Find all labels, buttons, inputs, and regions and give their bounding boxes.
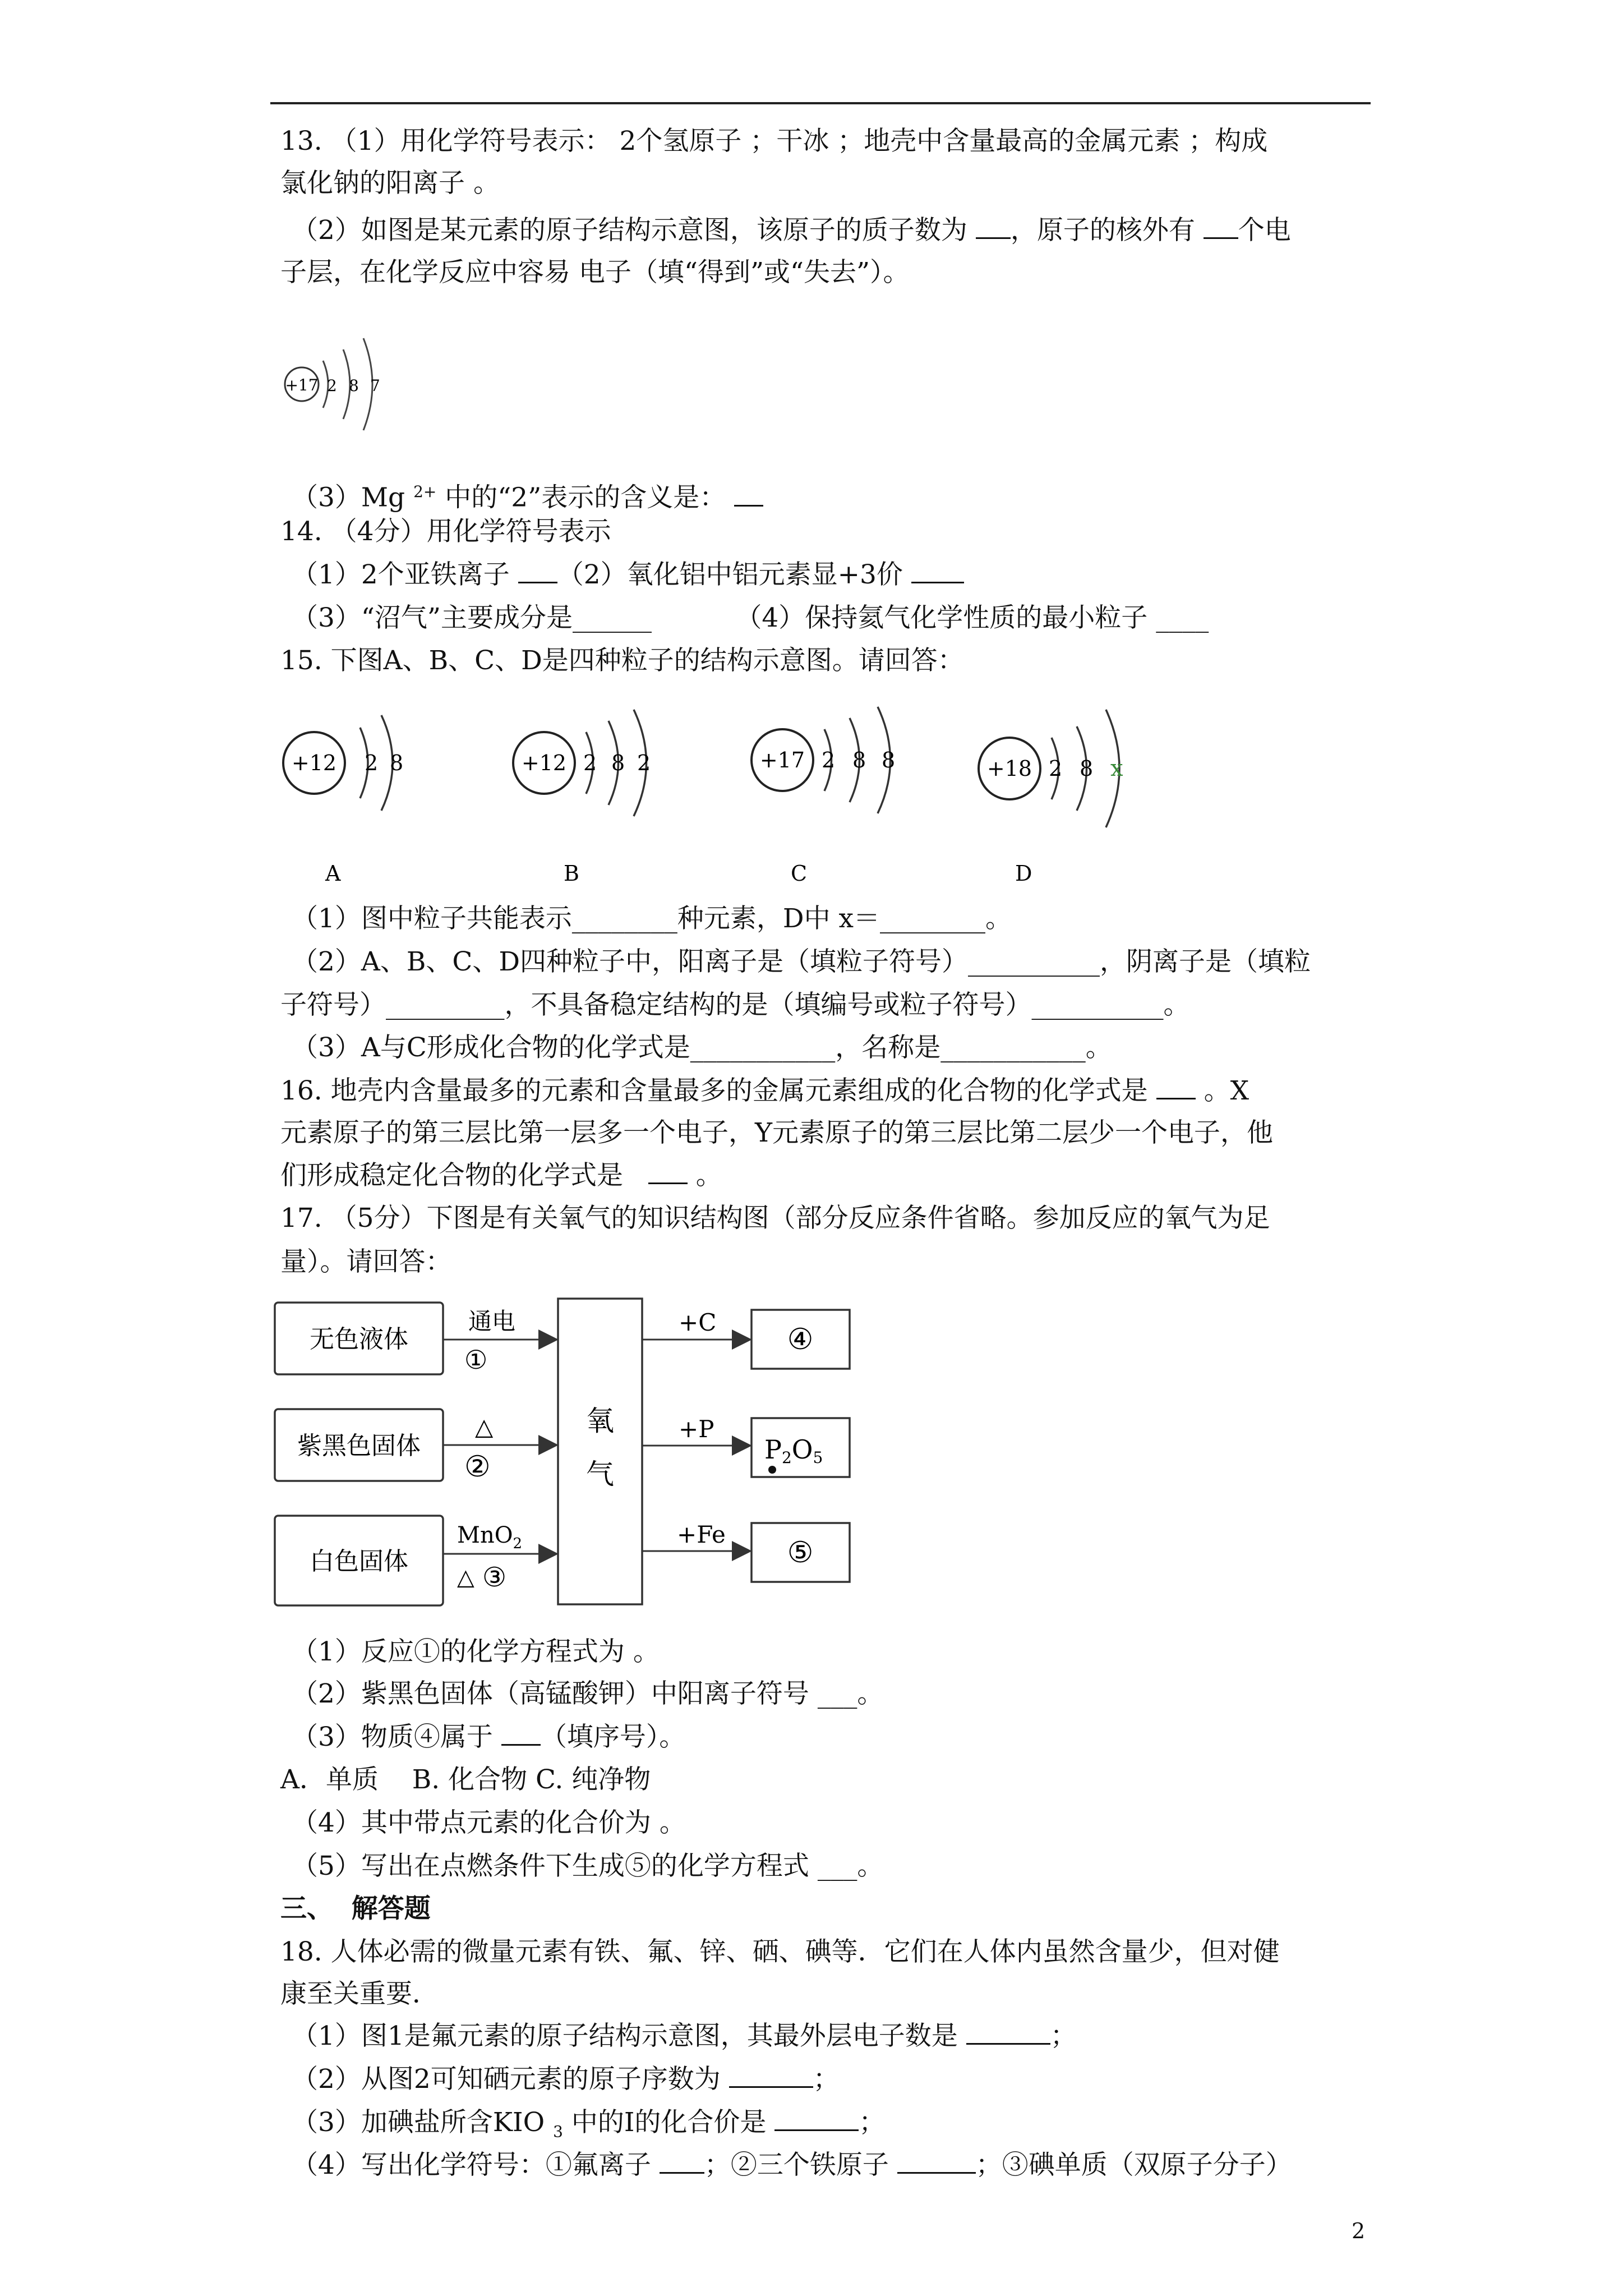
svg-text:+12: +12 xyxy=(521,751,567,775)
product-5: ⑤ xyxy=(787,1536,814,1570)
mg-charge: 2+ xyxy=(413,482,437,501)
q18-line6: （4）写出化学符号：①氟离子 ；②三个铁原子 ；③碘单质（双原子分子） xyxy=(292,2150,1292,2180)
svg-text:+17: +17 xyxy=(759,748,805,772)
product-P2O5: P2O5 xyxy=(764,1434,823,1467)
reactant-Fe: +Fe xyxy=(677,1521,726,1548)
q13-nucleus: +17 xyxy=(285,376,319,394)
page-number: 2 xyxy=(1352,2219,1366,2243)
q13-shell-2: 8 xyxy=(349,376,359,395)
cond-heat-2: △ xyxy=(457,1565,474,1590)
particle-B xyxy=(513,710,651,886)
particle-D xyxy=(979,710,1123,886)
product-4: ④ xyxy=(787,1323,814,1356)
q14-line1: 14. （4分）用化学符号表示 xyxy=(280,516,611,547)
q13-line3: （2）如图是某元素的原子结构示意图，该原子的质子数为 ，原子的核外有 个电 xyxy=(292,215,1291,246)
reaction-3: ③ xyxy=(482,1562,507,1593)
q14-line3: （3）“沼气”主要成分是______ （4）保持氦气化学性质的最小粒子 ____ xyxy=(292,602,1209,633)
reaction-2: ② xyxy=(464,1450,491,1484)
svg-text:x: x xyxy=(1110,756,1123,781)
q17-line7: （4）其中带点元素的化合价为 。 xyxy=(292,1807,686,1838)
reaction-1: ① xyxy=(464,1345,488,1375)
particle-C-label: C xyxy=(791,861,808,886)
cond-heat-1: △ xyxy=(475,1413,494,1441)
q18-line4: （2）从图2可知硒元素的原子序数为 ； xyxy=(292,2064,840,2095)
q15-line1: 15. 下图A、B、C、D是四种粒子的结构示意图。请回答： xyxy=(280,645,964,676)
oxygen-char-2: 气 xyxy=(586,1458,614,1490)
particle-C xyxy=(751,707,895,886)
q16-line1: 16. 地壳内含量最多的元素和含量最多的金属元素组成的化合物的化学式是 。X xyxy=(280,1075,1249,1106)
q17-line1: 17. （5分）下图是有关氧气的知识结构图（部分反应条件省略。参加反应的氧气为足 xyxy=(280,1203,1270,1234)
q18-line1: 18. 人体必需的微量元素有铁、氟、锌、硒、碘等．它们在人体内虽然含量少，但对健 xyxy=(280,1936,1280,1967)
svg-text:+18: +18 xyxy=(986,756,1032,781)
q17-line5: （3）物质④属于 （填序号）。 xyxy=(292,1722,686,1752)
reactant-C: +C xyxy=(679,1309,717,1336)
q17-line2: 量）。请回答： xyxy=(280,1246,452,1277)
oxygen-char-1: 氧 xyxy=(586,1405,614,1437)
q13-atom-diagram xyxy=(275,323,409,452)
particle-A xyxy=(283,715,403,886)
q16-line2: 元素原子的第三层比第一层多一个电子，Y元素原子的第三层比第二层少一个电子，他 xyxy=(280,1117,1274,1148)
q13-line1: 13. （1）用化学符号表示： 2个氢原子 ；干冰 ；地壳中含量最高的金属元素 ；构成 xyxy=(280,126,1268,157)
svg-text:8: 8 xyxy=(852,748,866,772)
source-white-solid: 白色固体 xyxy=(310,1547,408,1576)
particle-B-label: B xyxy=(564,861,579,886)
header-rule xyxy=(270,102,1371,104)
section-3-heading: 三、 解答题 xyxy=(280,1893,431,1924)
svg-text:8: 8 xyxy=(1080,756,1094,781)
source-colorless-liquid: 无色液体 xyxy=(310,1325,408,1354)
dot-marker xyxy=(768,1466,776,1474)
q13-shell-1: 2 xyxy=(327,376,337,395)
particle-A-label: A xyxy=(325,861,341,886)
q18-line3: （1）图1是氟元素的原子结构示意图，其最外层电子数是 ； xyxy=(292,2021,1077,2051)
q15-line2: （1）图中粒子共能表示________种元素，D中 x＝________。 xyxy=(292,903,1012,934)
q13-shell-3: 7 xyxy=(370,376,380,395)
q18-line5: （3）加碘盐所含KIO $_3$ 中的I的化合价是 ； xyxy=(292,2107,886,2141)
q15-line5: （3）A与C形成化合物的化学式是___________，名称是___________。 xyxy=(292,1032,1112,1063)
svg-text:2: 2 xyxy=(1049,756,1063,781)
svg-text:2: 2 xyxy=(822,748,836,772)
svg-text:2: 2 xyxy=(637,751,651,775)
q17-line3: （1）反应①的化学方程式为 。 xyxy=(292,1636,660,1667)
q13-line2: 氯化钠的阳离子 。 xyxy=(280,168,500,199)
cond-electrolysis: 通电 xyxy=(468,1308,516,1335)
q15-line3: （2）A、B、C、D四种粒子中，阳离子是（填粒子符号）__________，阴离子是（填粒 xyxy=(292,946,1311,977)
reactant-P: +P xyxy=(679,1415,714,1443)
cond-catalyst: MnO$_2$ xyxy=(457,1522,523,1552)
oxygen-knowledge-diagram xyxy=(272,1290,861,1616)
svg-text:8: 8 xyxy=(390,751,404,775)
svg-text:8: 8 xyxy=(882,748,896,772)
particle-D-label: D xyxy=(1015,861,1032,886)
source-purple-black-solid: 紫黑色固体 xyxy=(297,1432,421,1460)
svg-text:+12: +12 xyxy=(291,751,337,775)
svg-text:2: 2 xyxy=(365,751,379,775)
q15-line4: 子符号）_________，不具备稳定结构的是（填编号或粒子符号）__________。 xyxy=(280,990,1190,1020)
q17-line4: （2）紫黑色固体（高锰酸钾）中阳离子符号 ___。 xyxy=(292,1678,884,1709)
q13-line4: 子层，在化学反应中容易 电子（填“得到”或“失去”）。 xyxy=(280,257,910,288)
svg-text:8: 8 xyxy=(611,751,625,775)
q18-line2: 康至关重要． xyxy=(280,1978,439,2009)
svg-text:2: 2 xyxy=(583,751,597,775)
q17-line8: （5）写出在点燃条件下生成⑤的化学方程式 ___。 xyxy=(292,1851,884,1881)
q16-line3: 们形成稳定化合物的化学式是 。 xyxy=(280,1160,722,1191)
q13-line5: （3）Mg $^{2+}$ 中的“2”表示的含义是： xyxy=(292,475,763,515)
q14-line2: （1）2个亚铁离子 （2）氧化铝中铝元素显+3价 xyxy=(292,558,964,592)
q15-particle-diagrams xyxy=(269,687,1178,906)
q17-options: A．单质 B. 化合物 C. 纯净物 xyxy=(280,1764,651,1795)
